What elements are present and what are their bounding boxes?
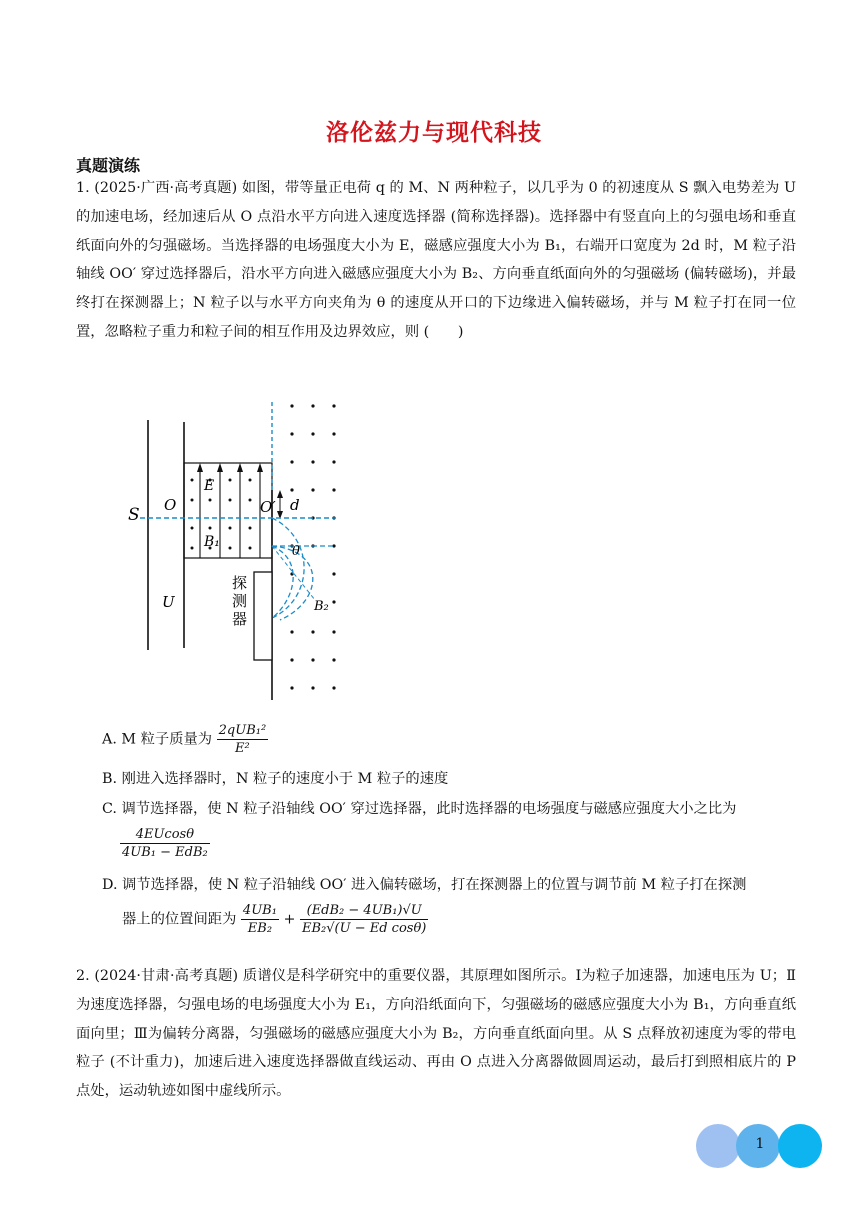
label-detector-3: 器 <box>232 610 248 628</box>
option-d-line2: 器上的位置间距为 <box>122 911 237 928</box>
frac-num: 4UB₁ <box>242 903 277 918</box>
frac-den: EB₂√(U − Ed cosθ) <box>302 921 427 936</box>
frac-num: 4EUcosθ <box>120 826 210 844</box>
frac-num: (EdB₂ − 4UB₁)√U <box>300 902 428 920</box>
frac-num: 2qUB₁² <box>218 723 267 738</box>
label-theta: θ <box>292 544 300 559</box>
m-trajectory <box>272 518 304 618</box>
label-o-prime: O′ <box>260 498 276 516</box>
label-d: d <box>290 496 300 514</box>
page-number: 1 <box>755 1136 765 1152</box>
option-b[interactable]: B. 刚进入选择器时，N 粒子的速度小于 M 粒子的速度 <box>102 771 449 787</box>
label-e: E <box>204 478 215 494</box>
label-detector-2: 测 <box>232 592 248 610</box>
selector-diagram <box>120 400 350 700</box>
page-dot-1 <box>696 1124 740 1168</box>
detector <box>254 572 272 660</box>
label-detector-1: 探 <box>232 574 248 592</box>
option-a-fraction <box>217 722 269 757</box>
option-d[interactable]: D. 调节选择器，使 N 粒子沿轴线 OO′ 进入偏转磁场，打在探测器上的位置与调节前 M 粒子打在探测 <box>102 877 747 893</box>
option-a[interactable] <box>102 722 268 757</box>
frac-den: EB₂ <box>247 921 273 936</box>
section-heading: 真题演练 <box>76 156 141 175</box>
plus-sign: + <box>283 911 296 928</box>
selector-box <box>184 463 272 558</box>
page-indicator <box>696 1124 822 1168</box>
label-b2: B₂ <box>314 599 329 614</box>
option-c[interactable]: C. 调节选择器，使 N 粒子沿轴线 OO′ 穿过选择器，此时选择器的电场强度与磁感应强度大小之比为 <box>102 801 737 817</box>
page-title: 洛伦兹力与现代科技 <box>326 120 542 146</box>
option-a-text: A. M 粒子质量为 <box>102 731 213 748</box>
option-d-expression <box>122 902 428 937</box>
question-1-stem: 1. (2025·广西·高考真题) 如图，带等量正电荷 q 的 M、N 两种粒子，以几乎为 0 的初速度从 S 飘入电势差为 U 的加速电场，经加速后从 O 点沿水平方向进入速度选择器 (简称选择器)。选择器中有竖直向上的匀强电场和垂直纸面向外的匀强磁场。当选择器的电场强度大小为 E，磁感应强度大小为 B₁，右端开口宽度为 2d 时，M 粒子沿轴线 OO′ 穿过选择器后，沿水平方向进入磁感应强度大小为 B₂、方向垂直纸面向外的匀强磁场 (偏转磁场)，并最终打在探测器上；N 粒子以与水平方向夹角为 θ 的速度从开口的下边缘进入偏转磁场，并与 M 粒子打在同一位置，忽略粒子重力和粒子间的相互作用及边界效应，则 ( ) <box>76 180 796 340</box>
label-s: S <box>128 505 140 525</box>
label-b1: B₁ <box>204 534 220 550</box>
frac-den: 4UB₁ − EdB₂ <box>122 845 208 860</box>
option-c-fraction <box>120 826 210 861</box>
page-dot-3 <box>778 1124 822 1168</box>
label-o: O <box>164 496 177 514</box>
question-2-stem: 2. (2024·甘肃·高考真题) 质谱仪是科学研究中的重要仪器，其原理如图所示。Ⅰ为粒子加速器，加速电压为 U；Ⅱ为速度选择器，匀强电场的电场强度大小为 E₁，方向沿纸面向下，匀强磁场的磁感应强度大小为 B₁，方向垂直纸面向里；Ⅲ为偏转分离器，匀强磁场的磁感应强度大小为 B₂，方向垂直纸面向里。从 S 点释放初速度为零的带电粒子 (不计重力)，加速后进入速度选择器做直线运动、再由 O 点进入分离器做圆周运动，最后打到照相底片的 P 点处，运动轨迹如图中虚线所示。 <box>76 968 796 1100</box>
label-u: U <box>162 593 175 611</box>
frac-den: E² <box>235 741 250 756</box>
